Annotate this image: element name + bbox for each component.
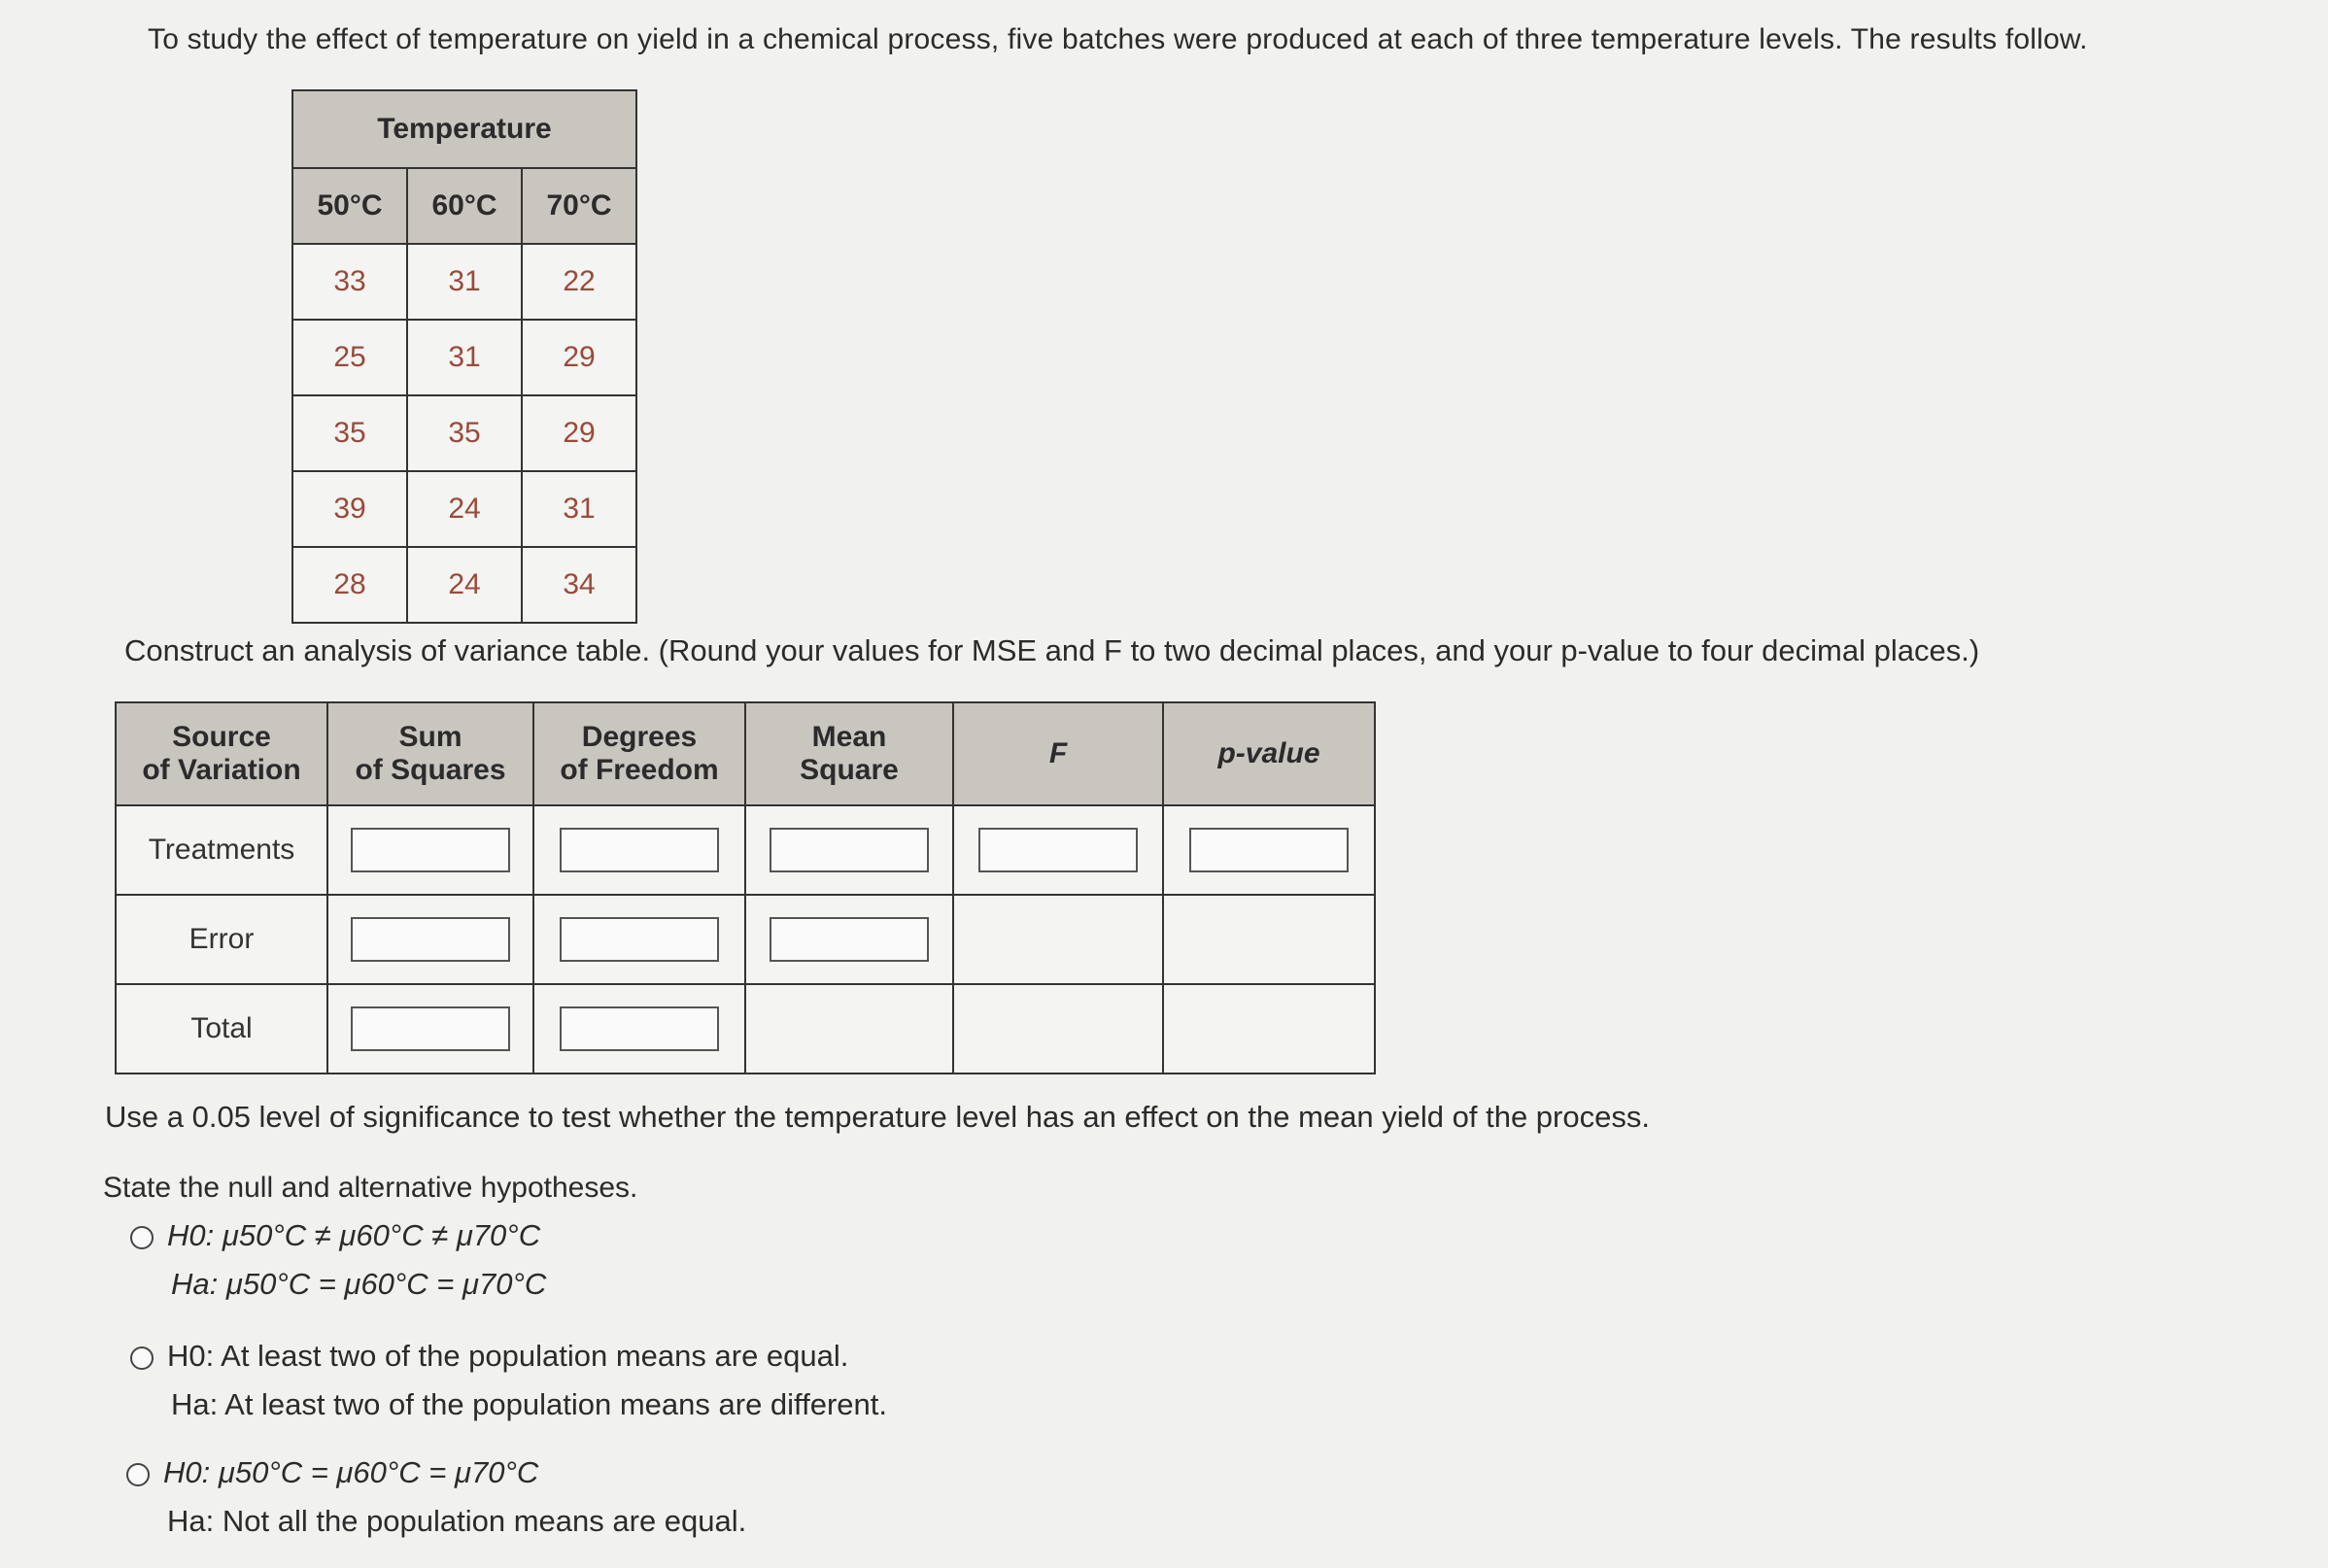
alternative-hypothesis: Ha: Not all the population means are equal. [167,1504,747,1538]
treatments-p-value-input[interactable] [1189,828,1349,872]
row-label-total: Total [116,984,327,1074]
table-row [292,320,636,395]
data-cell: 24 [407,471,522,547]
column-header: 50°C [292,168,407,244]
row-label-error: Error [116,895,327,984]
empty-cell [745,984,953,1074]
treatments-ss-input[interactable] [351,828,510,872]
error-df-input[interactable] [560,917,719,962]
hypothesis-option-3[interactable] [126,1455,746,1539]
ms-header [745,702,953,805]
header-line: Mean [811,721,887,753]
header-line: of Variation [142,754,301,786]
data-cell: 31 [407,320,522,395]
hypothesis-option-1[interactable] [130,1218,546,1302]
temperature-data-table [291,89,637,624]
null-hypothesis: H0: μ50°C = μ60°C = μ70°C [163,1455,539,1489]
alternative-hypothesis: Ha: At least two of the population means are different. [171,1387,887,1421]
table-row [292,547,636,623]
data-cell: 39 [292,471,407,547]
total-row [116,984,1375,1074]
empty-cell [953,984,1163,1074]
data-cell: 34 [522,547,636,623]
state-hypotheses-text: State the null and alternative hypotheses. [103,1172,638,1204]
error-ss-input[interactable] [351,917,510,962]
table-row [292,471,636,547]
data-cell: 29 [522,395,636,471]
null-hypothesis: H0: μ50°C ≠ μ60°C ≠ μ70°C [167,1218,541,1252]
data-cell: 31 [522,471,636,547]
header-line: Sum [398,721,462,753]
radio-button[interactable] [130,1226,154,1249]
treatments-row [116,805,1375,895]
df-header [533,702,745,805]
data-cell: 35 [407,395,522,471]
empty-cell [1163,984,1375,1074]
data-cell: 22 [522,244,636,320]
table-row [292,244,636,320]
column-header: 70°C [522,168,636,244]
row-label-treatments: Treatments [116,805,327,895]
empty-cell [1163,895,1375,984]
significance-text: Use a 0.05 level of significance to test whether the temperature level has an effect on the mean yield of the process. [105,1100,1650,1134]
ss-header [327,702,533,805]
temperature-caption: Temperature [292,90,636,168]
treatments-f-input[interactable] [978,828,1138,872]
header-line: Degrees [581,721,698,753]
source-header [116,702,327,805]
error-ms-input[interactable] [770,917,929,962]
radio-button[interactable] [126,1463,150,1486]
empty-cell [953,895,1163,984]
anova-instructions: Construct an analysis of variance table. (Round your values for MSE and F to two decimal places, and your p-value to four decimal places.) [124,633,1980,667]
problem-intro: To study the effect of temperature on yield in a chemical process, five batches were produced at each of three temperature levels. The results follow. [148,23,2088,55]
data-cell: 24 [407,547,522,623]
data-cell: 35 [292,395,407,471]
header-line: of Freedom [560,754,719,786]
p-value-header: p-value [1163,702,1375,805]
data-cell: 28 [292,547,407,623]
alternative-hypothesis: Ha: μ50°C = μ60°C = μ70°C [171,1267,547,1301]
radio-button[interactable] [130,1346,154,1370]
data-cell: 33 [292,244,407,320]
f-header: F [953,702,1163,805]
data-cell: 25 [292,320,407,395]
table-row [292,395,636,471]
error-row [116,895,1375,984]
treatments-df-input[interactable] [560,828,719,872]
column-header: 60°C [407,168,522,244]
treatments-ms-input[interactable] [770,828,929,872]
total-ss-input[interactable] [351,1006,510,1051]
hypothesis-option-2[interactable] [130,1339,887,1422]
header-line: of Squares [355,754,506,786]
header-line: Source [172,721,271,753]
total-df-input[interactable] [560,1006,719,1051]
data-cell: 31 [407,244,522,320]
null-hypothesis: H0: At least two of the population means are equal. [167,1339,849,1373]
data-cell: 29 [522,320,636,395]
header-line: Square [800,754,899,786]
anova-table [115,701,1376,1074]
